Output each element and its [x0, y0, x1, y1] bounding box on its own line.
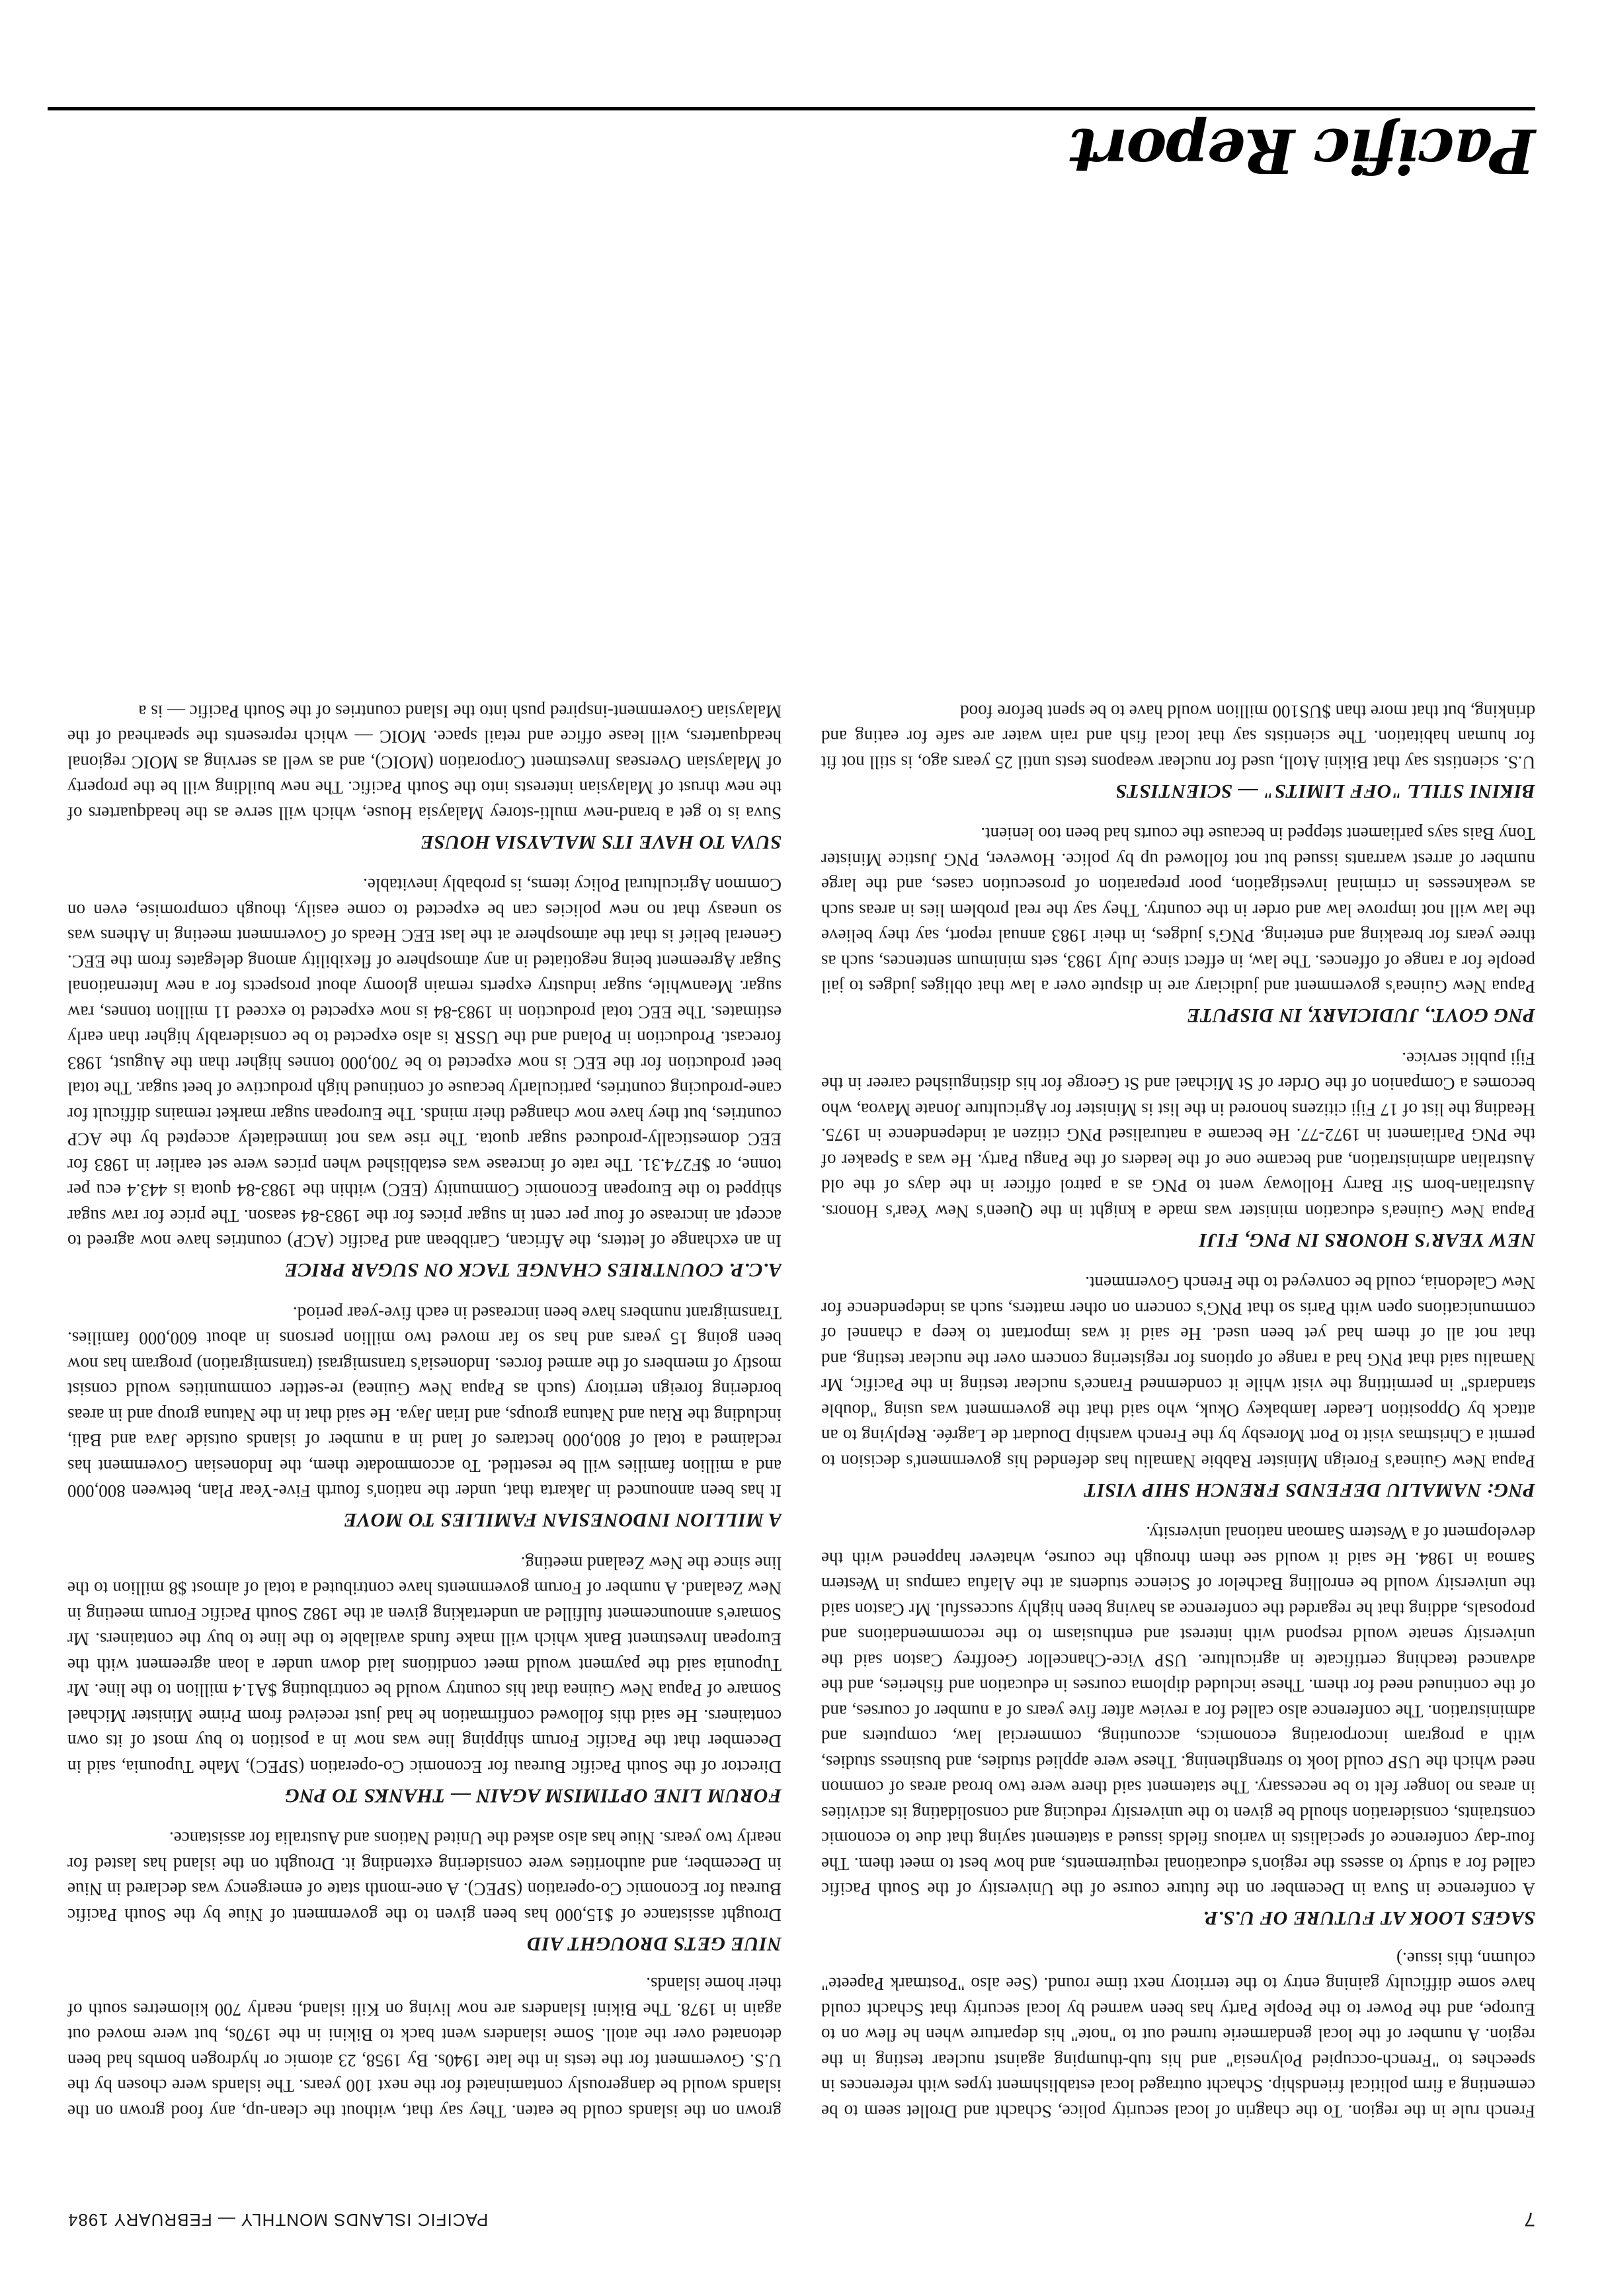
- article: [67, 872, 782, 1284]
- article-body: Papua New Guinea's government and judiciary are in dispute over a law that obliges judges to jail people for a range of offences. The law, in effect since July 1983, sets minimum sentences, such as three years for breaking and entering. PNG's judges, in their 1983 annual report, say they believe the law will not improve law and order in the country. They say the real problem lies in areas such as weaknesses in criminal investigation, poor preparation of prosecution cases, and the large number of arrest warrants issued but not followed up by police. However, PNG Justice Minister Tony Bais says parliament stepped in because the courts had been too lenient.: [821, 824, 1535, 997]
- article-headline: NIUE GETS DROUGHT AID: [526, 1933, 782, 1955]
- page-footer: [67, 2190, 1535, 2230]
- article-headline: BIKINI STILL "OFF LIMITS" — SCIENTISTS: [1115, 780, 1535, 802]
- continued-text: French rule in the region. To the chagrin of local security police, Schacht and Drollet seem to be cementing a firm political friendship. Schacht outraged local establishment types with references in speeches to "French-occupied Polynesia" and his tub-thumping against nuclear testing in the region. A number of the local gendarmerie turned out to "note" his departure when he flew on to Europe, and the Power to the People Party has been warned by local security that Schacht could have some difficulty gaining entry to the territory next time round. (See also "Postmark Papeete" column, this issue.): [821, 1949, 1535, 2121]
- right-column: [67, 220, 782, 2124]
- article-headline: FORUM LINE OPTIMISM AGAIN — THANKS TO PNG: [284, 1785, 782, 1807]
- article: [67, 1551, 782, 1809]
- continued-text: grown on the islands could be eaten. They say that, without the clean-up, any food grown on the islands would be dangerously contaminated for the next 100 years. The islands were chosen by the U.S. Government for the tests in the late 1940s. By 1958, 23 atomic or hydrogen bombs had been detonated over the atoll. Some islanders went back to Bikini in the 1970s, but were moved out again in 1978. The Bikini Islanders are now living on Kili island, nearly 700 kilometres south of their home islands.: [67, 1974, 782, 2121]
- article-headline: PNG GOVT., JUDICIARY, IN DISPUTE: [1186, 1004, 1535, 1027]
- article-body: Drought assistance of $15,000 has been given to the government of Niue by the South Pacific Bureau for Economic Co-operation (SPEC). A one-month state of emergency was declared in Niue in December, and authorities were considering extending it. Drought on the island has lasted for nearly two years. Niue has also asked the United Nations and Australia for assistance.: [67, 1828, 782, 1925]
- article: [67, 1826, 782, 1957]
- article: [821, 699, 1535, 805]
- page-header: [48, 87, 1535, 193]
- article-body: Suva is to get a brand-new multi-storey Malaysia House, which will serve as the headquarters of the new thrust of Malaysian interests into the South Pacific. The new building will be the property of Malaysian Overseas Investment Corporation (MOIC), and as well as serving as MOIC regional headquarters, will lease office and retail space. MOIC — which represents the spearhead of the Malaysian Government-inspired push into the Island countries of the South Pacific — is a: [67, 702, 782, 823]
- running-folio: PACIFIC ISLANDS MONTHLY — FEBRUARY 1984: [67, 2210, 489, 2230]
- article-headline: NEW YEAR'S HONORS IN PNG, FIJI: [1198, 1229, 1535, 1251]
- article: [821, 1046, 1535, 1254]
- article-body: It has been announced in Jakarta that, under the nation's fourth Five-Year Plan, between 800,000 and a million families will be resettled. To accommodate them, the Indonesian Government has reclaimed a total of 800,000 hectares of land in a number of islands outside Java and Bali, including the Riau and Natuna groups, and Irian Jaya. He said that in the Natuna group and in areas bordering foreign territory (such as Papua New Guinea) re-settler communities would consist mostly of members of the armed forces. Indonesia's transmigrasi (transmigration) program has now been going 15 years and has so far moved two million persons in about 600,000 families. Transmigrant numbers have been increased in each five-year period.: [67, 1303, 782, 1502]
- masthead-logo: Pacific Report: [1070, 115, 1535, 186]
- article-headline: A MILLION INDONESIAN FAMILIES TO MOVE: [343, 1509, 782, 1532]
- article-headline: PNG: NAMALIU DEFENDS FRENCH SHIP VISIT: [1084, 1479, 1535, 1501]
- article: [67, 699, 782, 856]
- article: [821, 1520, 1535, 1932]
- article: [821, 821, 1535, 1029]
- left-column: [821, 220, 1535, 2124]
- article-headline: SUVA TO HAVE ITS MALAYSIA HOUSE: [420, 831, 782, 853]
- page-number: 7: [1523, 2208, 1535, 2230]
- article: [67, 1301, 782, 1534]
- article-body: Director of the South Pacific Bureau for Economic Co-operation (SPEC), Mahe Tupounia, said in December that the Pacific Forum shipping line was now in a position to buy most of its own containers. He said this followed confirmation he had just received from Prime Minister Michael Somare of Papua New Guinea that his country would be contributing $A1.4 million to the line. Mr Tupounia said the payment would meet conditions laid down under a loan agreement with the European Investment Bank which will make funds available to the line to buy the containers. Mr Somare's announcement fulfilled an undertaking given at the 1982 South Pacific Forum meeting in New Zealand. A number of Forum governments have contributed a total of almost $8 million to the line since the New Zealand meeting.: [67, 1553, 782, 1777]
- article-body: A conference in Suva in December on the future course of the University of the South Pacific called for a study to assess the region's educational requirements, and how best to meet them. The four-day conference of specialists in various fields issued a statement saying that due to economic constraints, consideration should be given to the university reducing and consolidating its activities in areas no longer felt to be necessary. The statement said there were two broad areas of common need which the USP could look to strengthening. These were applied studies, and business studies, with a program incorporating economics, accounting, commercial law, computers and administration. The conference also called for a review after five years of a number of courses, and of the continued need for them. These included diploma courses in education and fisheries, and the advanced teaching certificate in agriculture. USP Vice-Chancellor Geoffrey Caston said the university senate would respond with interest and enthusiasm to the recommendations and proposals, adding that he regarded the conference as having been highly successful. Mr Caston said the university would be enrolling Bachelor of Science students at the Alafua campus in Western Samoa in 1984. He said it would see them through the course, whatever happened with the development of a Western Samoan national university.: [821, 1523, 1535, 1900]
- article: [821, 1270, 1535, 1503]
- article-body: In an exchange of letters, the African, Caribbean and Pacific (ACP) countries have now agreed to accept an increase of four per cent in sugar prices for the 1983-84 season. The price for raw sugar shipped to the European Economic Community (EEC) within the 1983-84 quota is 443.4 ecu per tonne, or $F274.31. The rate of increase was established when prices were set earlier in 1983 for EEC domestically-produced sugar quota. The rise was not immediately accepted by the ACP countries, but they have now changed their minds. The European sugar market remains difficult for cane-producing countries, particularly because of continued high productive of beet sugar. The total beet production for the EEC is now expected to be 700,000 tonnes higher than the August, 1983 forecast. Production in Poland and the USSR is also expected to be considerably higher than early estimates. The EEC total production in 1983-84 is now expected to exceed 11 million tonnes, raw sugar. Meanwhile, sugar industry experts remain gloomy about prospects for a new International Sugar Agreement being negotiated in any atmosphere of flexibility among delegates from the EEC. General belief is that the atmosphere at the last EEC Heads of Government meeting in Athens was so uneasy that no new policies can be expected to come easily, though compromise, even on Common Agricultural Policy items, is probably inevitable.: [67, 875, 782, 1252]
- article-body: Papua New Guinea's Foreign Minister Rabbie Namaliu has defended his government's decision to permit a Christmas visit to Port Moresby by the French warship Doudart de Lagrée. Replying to an attack by Opposition Leader Iambakey Okuk, who said that the government was using "double standards" in permitting the visit while it condemned France's nuclear testing in the Pacific, Mr Namaliu said that PNG had a range of options for registering concern over the nuclear testing, and that not all of them had yet been used. He said it was important to keep a channel of communications open with Paris so that PNG's concern on other matters, such as independence for New Caledonia, could be conveyed to the French Government.: [821, 1273, 1535, 1471]
- article-columns: [67, 220, 1535, 2124]
- header-rule: [48, 107, 1535, 110]
- article-body: U.S. scientists say that Bikini Atoll, used for nuclear weapons tests until 25 years ago, is still not fit for human habitation. The scientists say that local fish and rain water are safe for eating and drinking, but that more than $US100 million would have to be spent before food: [821, 702, 1535, 772]
- article-headline: A.C.P. COUNTRIES CHANGE TACK ON SUGAR PRICE: [284, 1259, 782, 1282]
- article-body: Papua New Guinea's education minister was made a knight in the Queen's New Year's Honors. Australian-born Sir Barry Holloway went to PNG as a patrol officer in the days of the old Australian administration, and became one of the leaders of the Pangu Party. He was a Speaker of the PNG Parliament in 1972-77. He became a naturalised PNG citizen at independence in 1975. Heading the list of 17 Fiji citizens honored in the list is Minister for Agriculture Jonate Mavoa, who becomes a Companion of the Order of St Michael and St George for his distinguished career in the Fiji public service.: [821, 1049, 1535, 1221]
- article-headline: SAGES LOOK AT FUTURE OF U.S.P.: [1203, 1907, 1535, 1930]
